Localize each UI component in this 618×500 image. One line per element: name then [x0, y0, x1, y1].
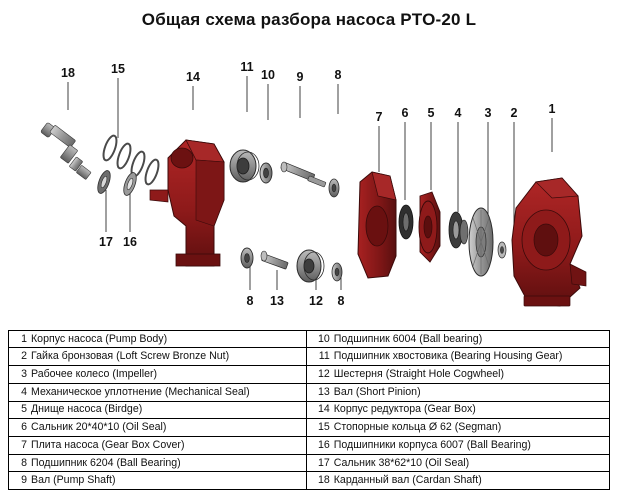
part-8-ball-bearing-bottom-2	[332, 263, 342, 281]
part-1-pump-body	[512, 178, 586, 306]
legend-left-text: Корпус насоса (Pump Body)	[29, 331, 306, 348]
legend-row	[9, 454, 609, 472]
callout-15: 15	[111, 62, 125, 76]
part-5-bridge	[419, 192, 440, 262]
callout-3: 3	[484, 106, 492, 120]
legend-row	[9, 419, 609, 437]
legend-right-num: 16	[312, 437, 332, 455]
legend-left-num: 7	[9, 437, 29, 455]
legend-left-num: 8	[9, 454, 29, 472]
legend-right-num: 14	[312, 401, 332, 419]
legend-left-text: Вал (Pump Shaft)	[31, 474, 116, 487]
part-3-impeller	[469, 208, 493, 276]
exploded-view-diagram	[0, 40, 618, 320]
legend-right-text: Стопорные кольца Ø 62 (Segman)	[332, 419, 609, 437]
callout-6: 6	[401, 106, 409, 120]
legend-left-text: Плита насоса (Gear Box Cover)	[29, 437, 306, 455]
legend-right-text: Карданный вал (Cardan Shaft)	[333, 474, 482, 487]
callout-11: 11	[240, 60, 254, 74]
callout-8-bottom: 8	[246, 294, 254, 308]
part-2-bronze-nut	[498, 242, 506, 258]
legend-left-text: Днище насоса (Birdge)	[29, 401, 306, 419]
part-17-16-seals-bearings	[95, 169, 139, 197]
legend-left-num: 6	[9, 419, 29, 437]
parts-legend	[8, 330, 610, 490]
legend-left-text: Механическое уплотнение (Mechanical Seal)	[29, 383, 306, 401]
legend-left-text: Рабочее колесо (Impeller)	[29, 366, 306, 384]
legend-right-text: Подшипник хвостовика (Bearing Housing Gear)	[332, 348, 609, 366]
legend-right-text: Подшипник 6004 (Ball bearing)	[332, 331, 609, 348]
callout-1: 1	[548, 102, 556, 116]
page-title: Общая схема разбора насоса PTO-20 L	[141, 10, 477, 29]
callout-5: 5	[427, 106, 435, 120]
part-8-ball-bearing-top	[329, 179, 339, 197]
legend-left-text: Подшипник 6204 (Ball Bearing)	[29, 454, 306, 472]
callout-16: 16	[123, 235, 137, 249]
part-7-gear-box-cover	[358, 172, 396, 278]
legend-left-num: 3	[9, 366, 29, 384]
part-9-pump-shaft	[281, 162, 326, 187]
legend-right-num: 18	[317, 474, 330, 487]
legend-left-num: 2	[9, 348, 29, 366]
legend-right-num: 10	[312, 331, 332, 348]
legend-right-text: Подшипники корпуса 6007 (Ball Bearing)	[332, 437, 609, 455]
legend-row	[9, 401, 609, 419]
callout-12: 12	[309, 294, 323, 308]
callout-8-top: 8	[334, 68, 342, 82]
legend-right-num: 13	[312, 383, 332, 401]
callout-18: 18	[61, 66, 75, 80]
legend-row	[9, 366, 609, 384]
callout-17: 17	[99, 235, 113, 249]
legend-row	[9, 383, 609, 401]
legend-left-num: 9	[21, 474, 27, 487]
part-10-ball-bearing	[260, 163, 272, 183]
part-6-oil-seal	[399, 205, 413, 239]
part-11-bearing-housing-gear	[230, 150, 259, 182]
callout-4: 4	[454, 106, 462, 120]
callout-7: 7	[375, 110, 383, 124]
legend-right-num: 17	[312, 454, 332, 472]
part-4-mechanical-seal	[449, 212, 468, 248]
legend-row	[9, 348, 609, 366]
callout-8-bottom-2: 8	[337, 294, 345, 308]
callout-9: 9	[296, 70, 304, 84]
legend-right-num: 12	[312, 366, 332, 384]
legend-row	[9, 472, 609, 489]
parts-legend-table	[9, 331, 609, 489]
legend-left-num: 1	[9, 331, 29, 348]
legend-right-text: Шестерня (Straight Hole Cogwheel)	[332, 366, 609, 384]
legend-right-num: 11	[312, 348, 332, 366]
part-13-short-pinion	[261, 251, 288, 269]
legend-left-num: 5	[9, 401, 29, 419]
callout-13: 13	[270, 294, 284, 308]
legend-right-text: Сальник 38*62*10 (Oil Seal)	[332, 454, 609, 472]
part-14-gear-box	[150, 140, 224, 266]
legend-left-text: Сальник 20*40*10 (Oil Seal)	[29, 419, 306, 437]
legend-row	[9, 437, 609, 455]
callout-2: 2	[510, 106, 518, 120]
legend-left-num: 4	[9, 383, 29, 401]
legend-right-text: Корпус редуктора (Gear Box)	[332, 401, 609, 419]
legend-right-text: Вал (Short Pinion)	[332, 383, 609, 401]
legend-row	[9, 331, 609, 348]
callout-10: 10	[261, 68, 275, 82]
legend-left-text: Гайка бронзовая (Loft Screw Bronze Nut)	[29, 348, 306, 366]
callout-14: 14	[186, 70, 200, 84]
part-18-cardan-shaft	[40, 122, 91, 179]
legend-right-num: 15	[312, 419, 332, 437]
part-8-ball-bearing-bottom	[241, 248, 253, 268]
part-12-straight-hole-cogwheel	[297, 250, 324, 282]
